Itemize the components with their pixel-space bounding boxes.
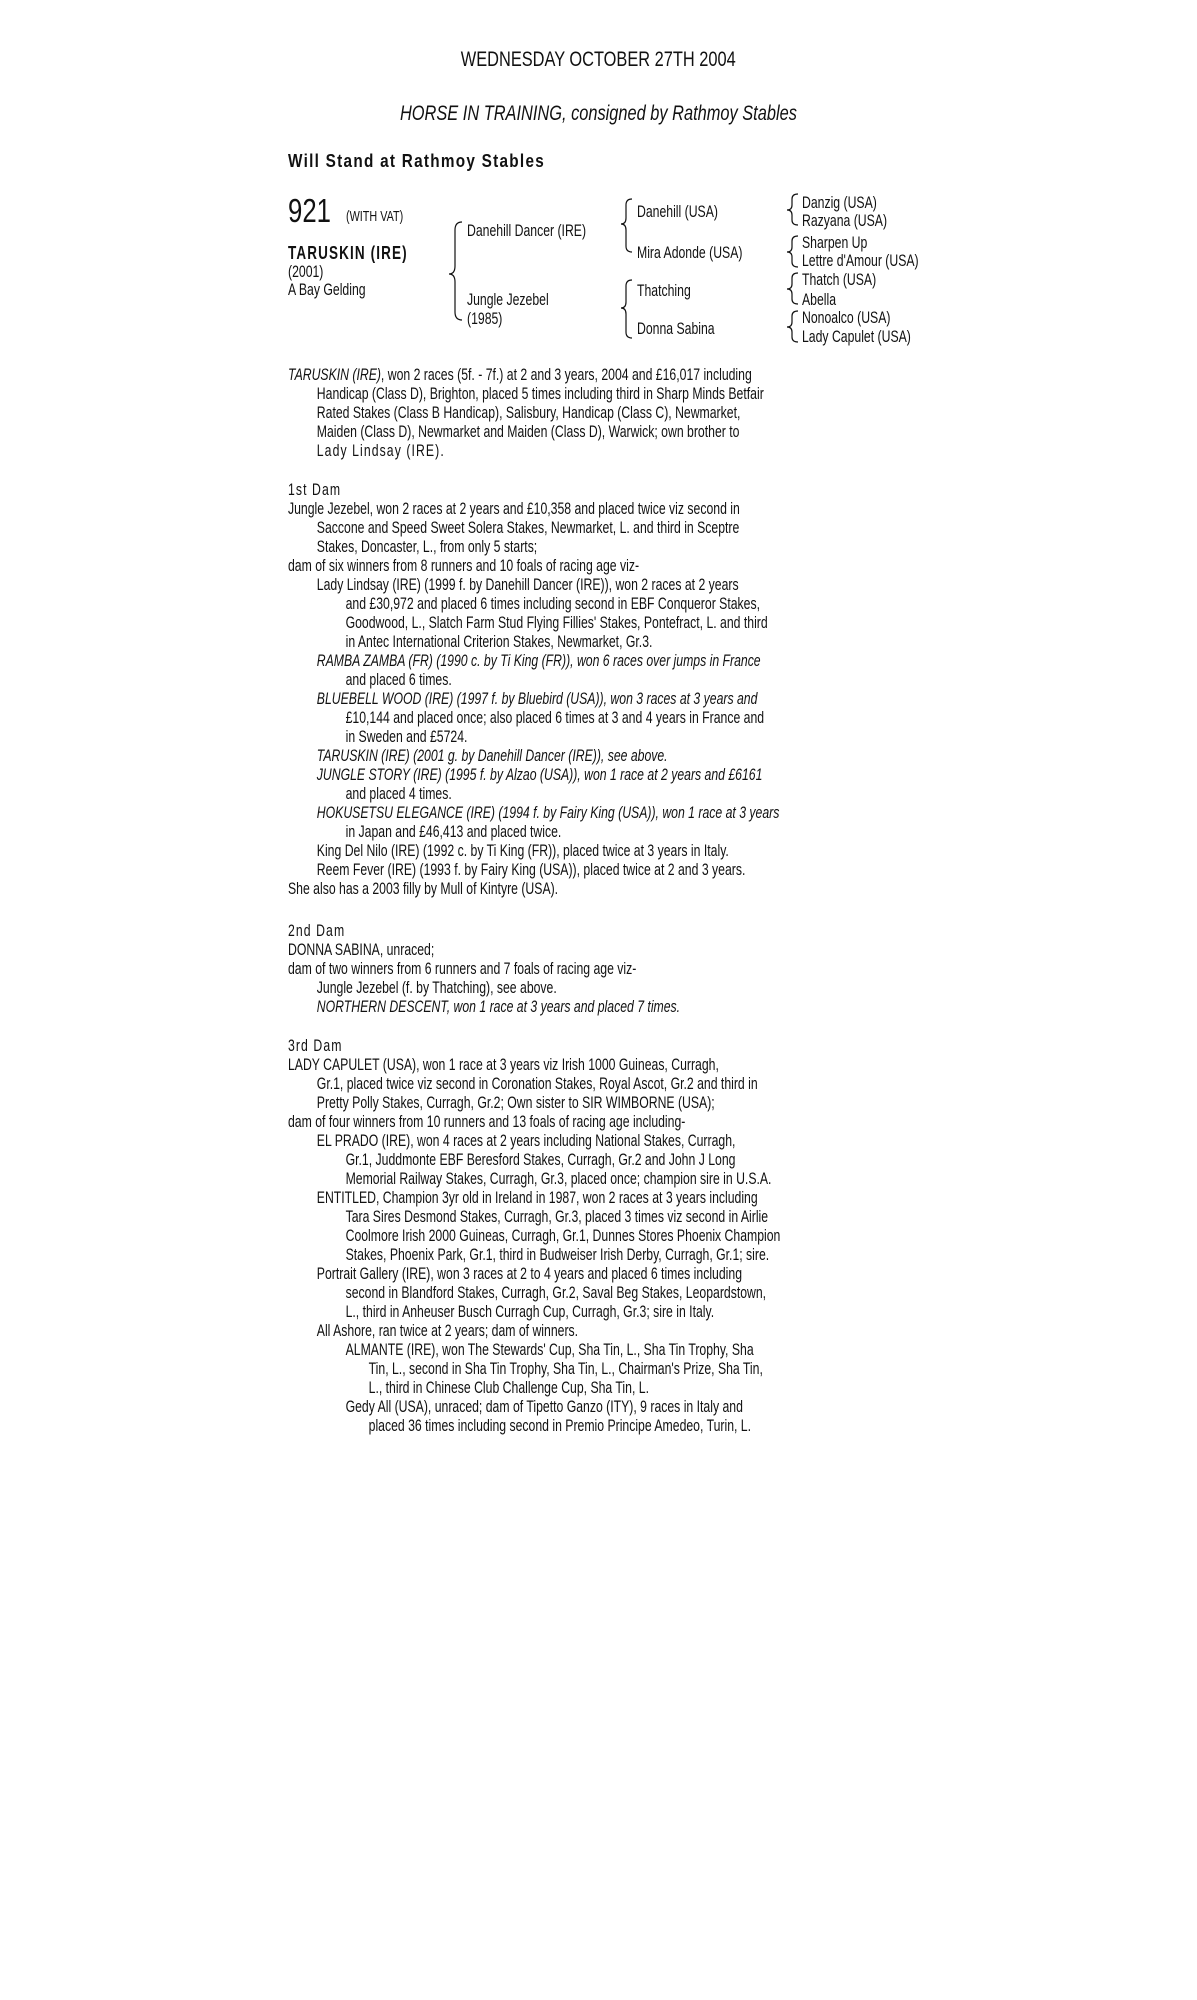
second-dam-section (288, 921, 1188, 1016)
summary-line: Handicap (Class D), Brighton, placed 5 times including third in Sharp Minds Betfair (316, 384, 764, 403)
foaling-year: (2001) (288, 262, 324, 281)
dam-line-brace (621, 280, 632, 338)
dam-line: Jungle Jezebel, won 2 races at 2 years and £10,358 and placed twice viz second in (288, 499, 740, 518)
progeny-line: Goodwood, L., Slatch Farm Stud Flying Fillies' Stakes, Pontefract, L. and third (345, 613, 768, 632)
progeny-line: Coolmore Irish 2000 Guineas, Curragh, Gr.1, Dunnes Stores Phoenix Champion (345, 1226, 781, 1245)
dam-line: Gr.1, placed twice viz second in Coronation Stakes, Royal Ascot, Gr.2 and third in (316, 1074, 758, 1093)
sire-line-brace (621, 199, 632, 252)
gen3-7: Nonoalco (USA) (802, 308, 891, 327)
consignment-text: HORSE IN TRAINING, consigned by Rathmoy Stables (400, 102, 797, 125)
dam-line: LADY CAPULET (USA), won 1 race at 3 years viz Irish 1000 Guineas, Curragh, (288, 1055, 719, 1074)
progeny-line: in Sweden and £5724. (345, 727, 468, 746)
horse-name: TARUSKIN (IRE) (288, 243, 408, 263)
thatching-brace (787, 273, 798, 304)
progeny-line: BLUEBELL WOOD (IRE) (1997 f. by Bluebird (USA)), won 3 races at 3 years and (316, 689, 758, 708)
grandsire-sire: Danehill (USA) (637, 202, 718, 221)
summary-line: TARUSKIN (IRE), won 2 races (5f. - 7f.) at 2 and 3 years, 2004 and £16,017 including (288, 365, 752, 384)
progeny-line: Jungle Jezebel (f. by Thatching), see above. (316, 978, 557, 997)
summary-line: Lady Lindsay (IRE). (316, 441, 445, 460)
mira-adonde-brace (787, 236, 798, 267)
grandprogeny-line: placed 36 times including second in Premio Principe Amedeo, Turin, L. (368, 1416, 752, 1435)
sire-name: Danehill Dancer (IRE) (467, 221, 587, 240)
progeny-line: RAMBA ZAMBA (FR) (1990 c. by Ti King (FR)), won 6 races over jumps in France (316, 651, 761, 670)
pedigree-braces (0, 0, 1197, 360)
dam-line: Pretty Polly Stakes, Curragh, Gr.2; Own sister to SIR WIMBORNE (USA); (316, 1093, 715, 1112)
progeny-line: Portrait Gallery (IRE), won 3 races at 2 to 4 years and placed 6 times including (316, 1264, 743, 1283)
progeny-line: Gr.1, Juddmonte EBF Beresford Stakes, Curragh, Gr.2 and John J Long (345, 1150, 736, 1169)
section-heading: 3rd Dam (288, 1036, 343, 1055)
third-dam-section (288, 1036, 1188, 1435)
grandprogeny-line: L., third in Chinese Club Challenge Cup, Sha Tin, L. (368, 1378, 649, 1397)
progeny-line: TARUSKIN (IRE) (2001 g. by Danehill Dancer (IRE)), see above. (316, 746, 668, 765)
dam-year: (1985) (467, 309, 503, 328)
gen3-5: Thatch (USA) (802, 270, 877, 289)
progeny-line: Stakes, Phoenix Park, Gr.1, third in Budweiser Irish Derby, Curragh, Gr.1; sire. (345, 1245, 770, 1264)
progeny-line: in Antec International Criterion Stakes, Newmarket, Gr.3. (345, 632, 653, 651)
grandprogeny-line: Tin, L., second in Sha Tin Trophy, Sha Tin, L., Chairman's Prize, Sha Tin, (368, 1359, 763, 1378)
progeny-line: Lady Lindsay (IRE) (1999 f. by Danehill Dancer (IRE)), won 2 races at 2 years (316, 575, 739, 594)
progeny-line: HOKUSETSU ELEGANCE (IRE) (1994 f. by Fairy King (USA)), won 1 race at 3 years (316, 803, 780, 822)
progeny-line: EL PRADO (IRE), won 4 races at 2 years including National Stakes, Curragh, (316, 1131, 736, 1150)
progeny-line: second in Blandford Stakes, Curragh, Gr.2, Saval Beg Stakes, Leopardstown, (345, 1283, 767, 1302)
progeny-line: NORTHERN DESCENT, won 1 race at 3 years and placed 7 times. (316, 997, 681, 1016)
progeny-line: Tara Sires Desmond Stakes, Curragh, Gr.3, placed 3 times viz second in Airlie (345, 1207, 769, 1226)
stand-line: Will Stand at Rathmoy Stables (288, 151, 546, 171)
granddam-sire: Mira Adonde (USA) (637, 243, 743, 262)
dam-line: Saccone and Speed Sweet Solera Stakes, Newmarket, L. and third in Sceptre (316, 518, 740, 537)
danehill-brace (787, 194, 798, 225)
dam-line: Stakes, Doncaster, L., from only 5 starts; (316, 537, 538, 556)
dam-line: dam of two winners from 6 runners and 7 foals of racing age viz- (288, 959, 637, 978)
progeny-line: JUNGLE STORY (IRE) (1995 f. by Alzao (USA)), won 1 race at 2 years and £6161 (316, 765, 763, 784)
horse-description: A Bay Gelding (288, 280, 366, 299)
dam-line: dam of four winners from 10 runners and 13 foals of racing age including- (288, 1112, 686, 1131)
section-heading: 1st Dam (288, 480, 342, 499)
gen3-3: Sharpen Up (802, 233, 868, 252)
race-summary (288, 365, 1188, 460)
granddam-dam: Donna Sabina (637, 319, 715, 338)
progeny-line: King Del Nilo (IRE) (1992 c. by Ti King (FR)), placed twice at 3 years in Italy. (316, 841, 729, 860)
first-dam-section (288, 480, 1188, 898)
progeny-line: Memorial Railway Stakes, Curragh, Gr.3, placed once; champion sire in U.S.A. (345, 1169, 772, 1188)
sire-dam-brace (449, 222, 462, 320)
progeny-line: and placed 6 times. (345, 670, 452, 689)
gen3-2: Razyana (USA) (802, 211, 888, 230)
gen3-8: Lady Capulet (USA) (802, 327, 911, 346)
gen3-6: Abella (802, 290, 837, 309)
dam-line: dam of six winners from 8 runners and 10 foals of racing age viz- (288, 556, 640, 575)
grandsire-dam: Thatching (637, 281, 691, 300)
progeny-line: ENTITLED, Champion 3yr old in Ireland in 1987, won 2 races at 3 years including (316, 1188, 758, 1207)
progeny-line: All Ashore, ran twice at 2 years; dam of winners. (316, 1321, 579, 1340)
vat-note: (WITH VAT) (346, 208, 404, 225)
dam-name: Jungle Jezebel (467, 290, 549, 309)
grandprogeny-line: ALMANTE (IRE), won The Stewards' Cup, Sha Tin, L., Sha Tin Trophy, Sha (345, 1340, 754, 1359)
gen3-4: Lettre d'Amour (USA) (802, 251, 919, 270)
sale-date-text: WEDNESDAY OCTOBER 27TH 2004 (461, 48, 736, 71)
progeny-line: in Japan and £46,413 and placed twice. (345, 822, 562, 841)
section-heading: 2nd Dam (288, 921, 346, 940)
donna-sabina-brace (787, 311, 798, 342)
progeny-line: L., third in Anheuser Busch Curragh Cup, Curragh, Gr.3; sire in Italy. (345, 1302, 715, 1321)
summary-line: Maiden (Class D), Newmarket and Maiden (Class D), Warwick; own brother to (316, 422, 740, 441)
progeny-line: and placed 4 times. (345, 784, 452, 803)
dam-line: DONNA SABINA, unraced; (288, 940, 435, 959)
progeny-line: and £30,972 and placed 6 times including second in EBF Conqueror Stakes, (345, 594, 760, 613)
summary-line: Rated Stakes (Class B Handicap), Salisbury, Handicap (Class C), Newmarket, (316, 403, 741, 422)
lot-number: 921 (288, 192, 331, 229)
progeny-line: She also has a 2003 filly by Mull of Kintyre (USA). (288, 879, 559, 898)
grandprogeny-line: Gedy All (USA), unraced; dam of Tipetto Ganzo (ITY), 9 races in Italy and (345, 1397, 743, 1416)
progeny-line: Reem Fever (IRE) (1993 f. by Fairy King (USA)), placed twice at 2 and 3 years. (316, 860, 746, 879)
gen3-1: Danzig (USA) (802, 193, 877, 212)
progeny-line: £10,144 and placed once; also placed 6 times at 3 and 4 years in France and (345, 708, 765, 727)
